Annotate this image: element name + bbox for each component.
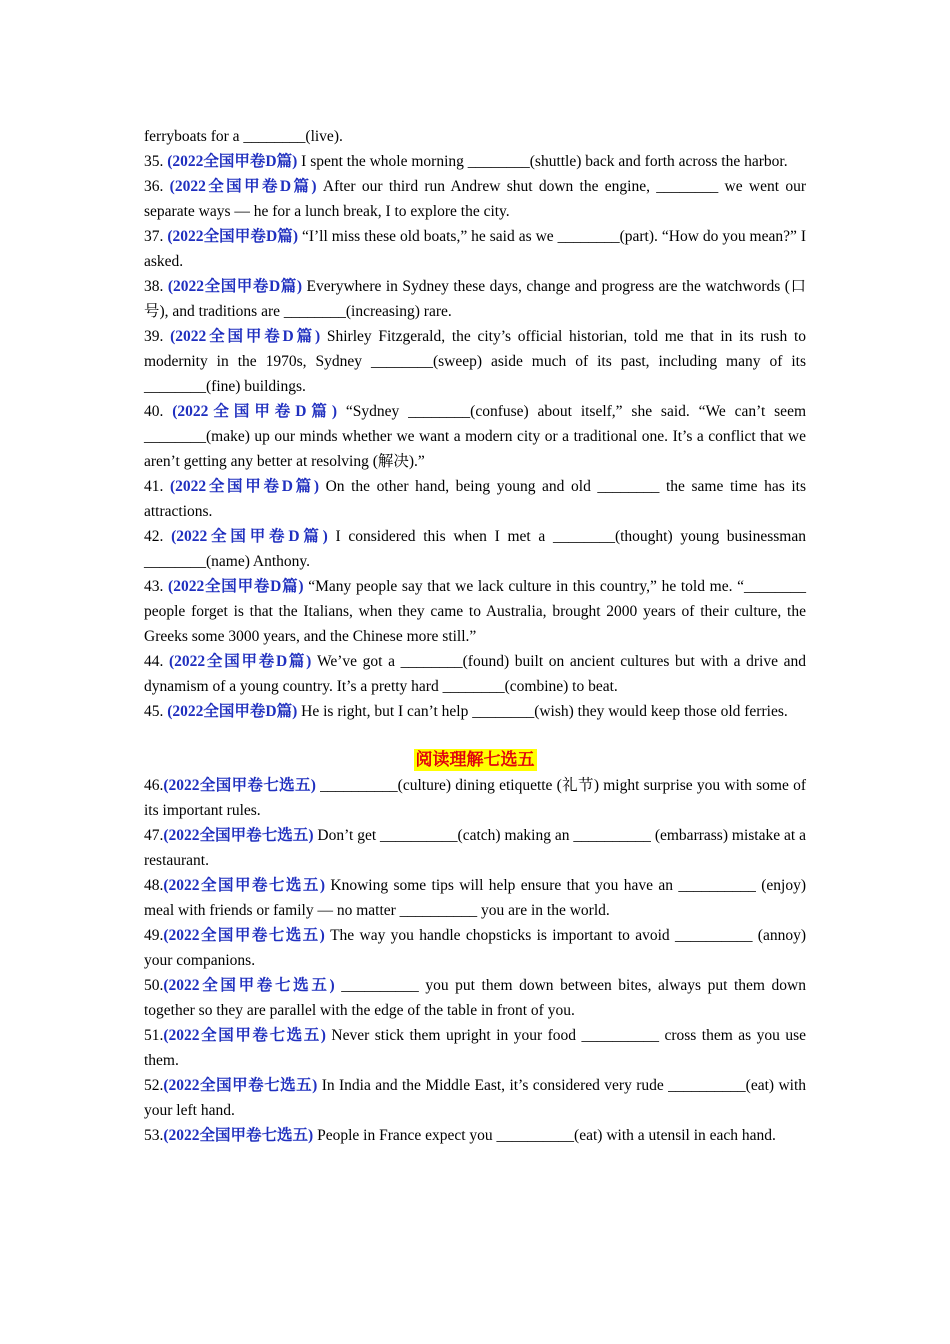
exercise-item (144, 773, 806, 823)
source-tag: (2022全国甲卷七选五) (163, 827, 314, 844)
source-tag: (2022全国甲卷D篇) (167, 153, 298, 170)
item-number: 38. (144, 278, 168, 295)
source-tag: (2022全国甲卷D篇) (167, 278, 303, 295)
item-text: ferryboats for a ________(live). (144, 128, 343, 145)
source-tag: (2022全国甲卷七选五) (163, 927, 325, 944)
item-text: Don’t get __________(catch) making an __________ (embarrass) mistake at a restaurant. (144, 827, 807, 869)
exercise-item (144, 399, 806, 474)
item-text: __________ you put them down between bites, always put them down together so they are parallel with the edge of the table in front of you. (144, 977, 806, 1019)
exercise-item (144, 923, 806, 973)
source-tag: (2022全国甲卷七选五) (163, 977, 335, 994)
item-number: 50. (144, 977, 164, 994)
exercise-item (144, 649, 806, 699)
item-number: 39. (144, 328, 171, 345)
item-number: 51. (144, 1027, 164, 1044)
exercise-item (144, 699, 806, 724)
item-text: “I’ll miss these old boats,” he said as we ________(part). “How do you mean?” I asked. (144, 228, 806, 270)
item-text: “Sydney ________(confuse) about itself,” she said. “We can’t seem ________(make) up our minds whether we want a modern city or a traditional one. It’s a conflict that we aren’t getting any better at resolving (解决).” (144, 403, 806, 470)
item-number: 44. (144, 653, 170, 670)
item-text: After our third run Andrew shut down the engine, ________ we went our separate ways — he for a lunch break, I to explore the city. (144, 178, 806, 220)
item-text: We’ve got a ________(found) built on ancient cultures but with a drive and dynamism of a young country. It’s a pretty hard ________(combine) to beat. (144, 653, 807, 695)
exercise-item (144, 474, 806, 524)
source-tag: (2022全国甲卷D篇) (169, 478, 319, 495)
item-number: 47. (144, 827, 164, 844)
section-title: 阅读理解七选五 (415, 750, 535, 770)
item-text: The way you handle chopsticks is important to avoid __________ (annoy) your companions. (144, 927, 806, 969)
source-tag: (2022全国甲卷七选五) (163, 1027, 326, 1044)
item-text: __________(culture) dining etiquette (礼节) might surprise you with some of its important rules. (144, 777, 806, 819)
source-tag: (2022全国甲卷七选五) (163, 1077, 318, 1094)
item-text: Never stick them upright in your food __________ cross them as you use them. (144, 1027, 806, 1069)
exercise-list-part-2 (144, 773, 806, 1148)
exercise-item (144, 274, 806, 324)
source-tag: (2022全国甲卷D篇) (170, 328, 321, 345)
exercise-item (144, 524, 806, 574)
item-number: 41. (144, 478, 170, 495)
item-number: 35. (144, 153, 168, 170)
item-text: On the other hand, being young and old ________ the same time has its attractions. (144, 478, 806, 520)
exercise-item (144, 224, 806, 274)
item-number: 42. (144, 528, 172, 545)
exercise-item (144, 124, 806, 149)
item-text: “Many people say that we lack culture in this country,” he told me. “________ people forget is that the Italians, when they came to Australia, brought 2000 years of their culture, the Greeks some 3000 years, and the Chinese more still.” (144, 578, 806, 645)
document-page (144, 124, 806, 1148)
exercise-item (144, 574, 806, 649)
source-tag: (2022全国甲卷七选五) (163, 1127, 314, 1144)
item-number: 53. (144, 1127, 164, 1144)
exercise-item (144, 1023, 806, 1073)
item-text: Everywhere in Sydney these days, change and progress are the watchwords (口号), and traditions are ________(increasing) rare. (144, 278, 806, 320)
exercise-item (144, 149, 806, 174)
section-heading (144, 748, 806, 773)
source-tag: (2022全国甲卷D篇) (168, 578, 304, 595)
item-number: 49. (144, 927, 164, 944)
exercise-list-part-1 (144, 124, 806, 724)
item-number: 45. (144, 703, 168, 720)
item-text: I considered this when I met a ________(thought) young businessman ________(name) Anthony. (144, 528, 806, 570)
item-number: 46. (144, 777, 164, 794)
exercise-item (144, 1123, 806, 1148)
item-number: 52. (144, 1077, 164, 1094)
exercise-item (144, 1073, 806, 1123)
item-text: I spent the whole morning ________(shuttle) back and forth across the harbor. (297, 153, 788, 170)
item-text: People in France expect you __________(eat) with a utensil in each hand. (313, 1127, 776, 1144)
source-tag: (2022全国甲卷七选五) (163, 777, 316, 794)
source-tag: (2022全国甲卷D篇) (167, 703, 298, 720)
item-number: 40. (144, 403, 173, 420)
exercise-item (144, 324, 806, 399)
source-tag: (2022全国甲卷D篇) (169, 653, 312, 670)
source-tag: (2022全国甲卷七选五) (163, 877, 326, 894)
exercise-item (144, 174, 806, 224)
exercise-item (144, 873, 806, 923)
source-tag: (2022全国甲卷D篇) (169, 178, 317, 195)
source-tag: (2022全国甲卷D篇) (172, 403, 338, 420)
exercise-item (144, 823, 806, 873)
item-number: 36. (144, 178, 170, 195)
source-tag: (2022全国甲卷D篇) (171, 528, 328, 545)
exercise-item (144, 973, 806, 1023)
item-number: 48. (144, 877, 164, 894)
item-number: 37. (144, 228, 168, 245)
item-text: He is right, but I can’t help ________(wish) they would keep those old ferries. (297, 703, 788, 720)
item-number: 43. (144, 578, 169, 595)
item-text: Knowing some tips will help ensure that you have an __________ (enjoy) meal with friends or family — no matter __________ you are in the world. (144, 877, 807, 919)
item-text: Shirley Fitzgerald, the city’s official historian, told me that in its rush to modernity in the 1970s, Sydney ________(sweep) aside much of its past, including many of its ________(fine) buildings. (144, 328, 806, 395)
item-text: In India and the Middle East, it’s considered very rude __________(eat) with your left hand. (144, 1077, 807, 1119)
source-tag: (2022全国甲卷D篇) (167, 228, 298, 245)
